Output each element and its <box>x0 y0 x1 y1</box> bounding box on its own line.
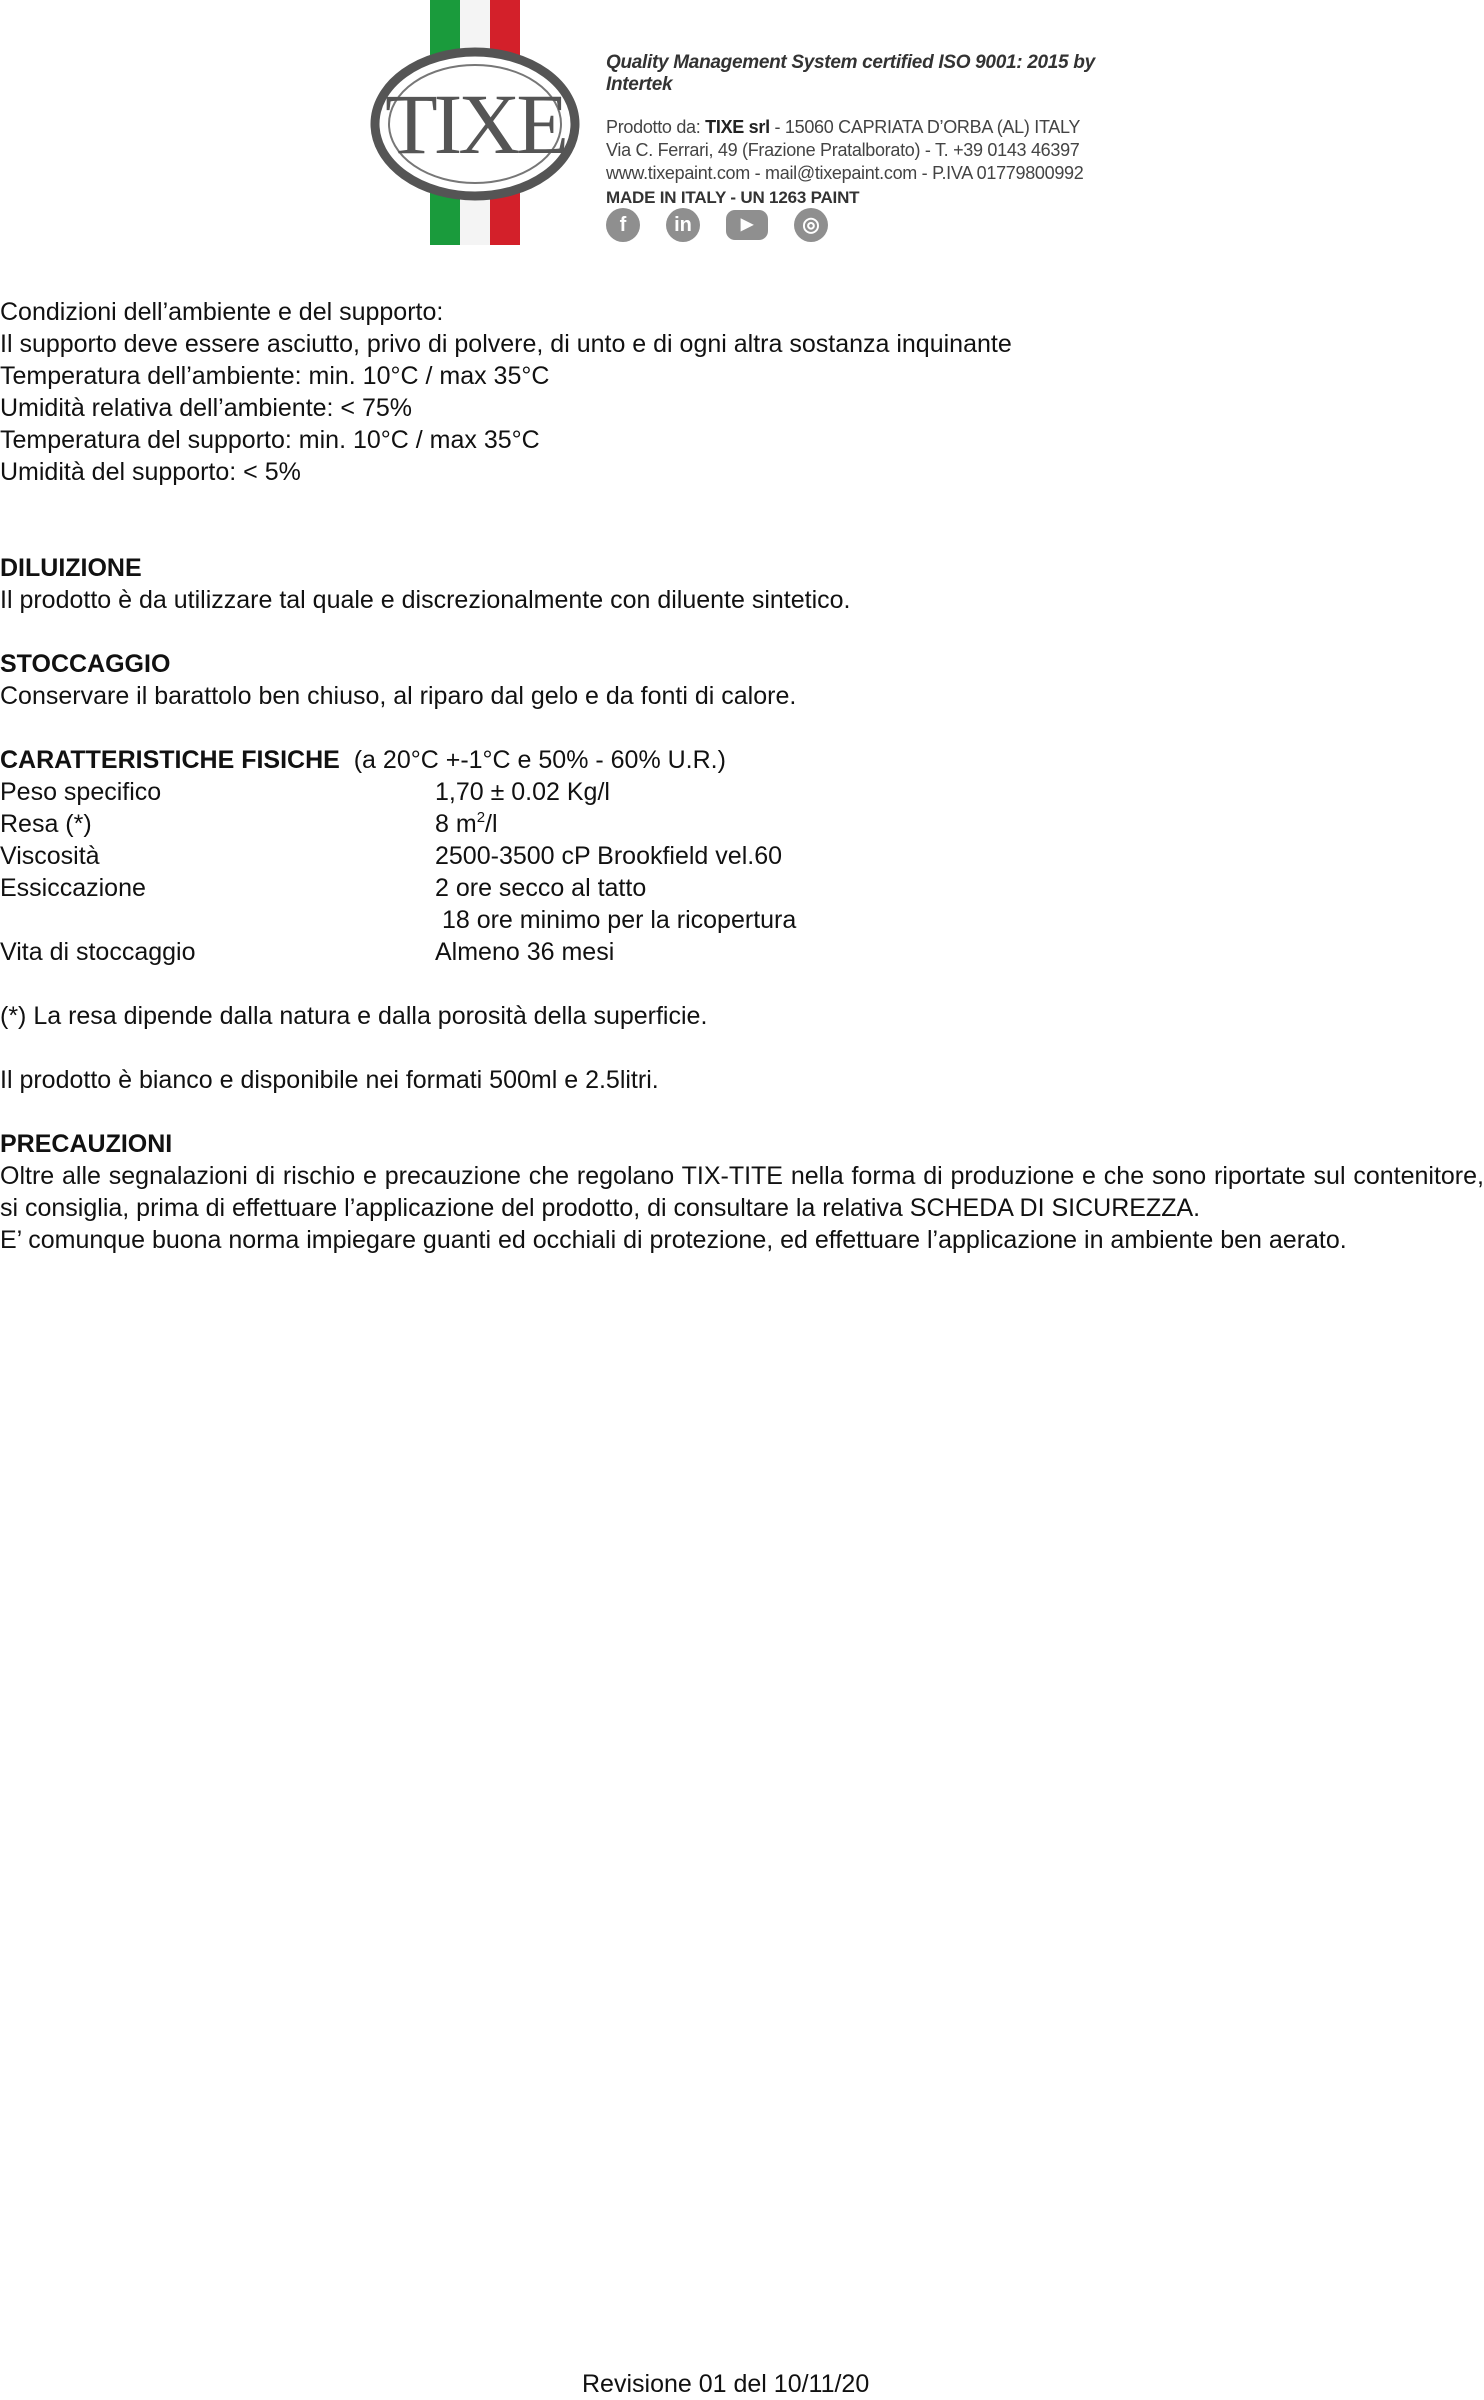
property-value: 2500-3500 cP Brookfield vel.60 <box>435 842 782 870</box>
section-title-precauzioni: PRECAUZIONI <box>0 1130 173 1158</box>
property-label: Vita di stoccaggio <box>0 938 196 966</box>
property-value: 18 ore minimo per la ricopertura <box>435 906 797 934</box>
document-body <box>0 296 1484 1256</box>
environment-line: Umidità relativa dell’ambiente: < 75% <box>0 394 413 422</box>
environment-line: Il supporto deve essere asciutto, privo di polvere, di unto e di ogni altra sostanza inquinante <box>0 330 1012 358</box>
property-row <box>0 872 1484 904</box>
property-row <box>0 904 1484 936</box>
letterhead <box>360 0 1120 260</box>
company-info <box>606 52 1126 211</box>
diluizione-text: Il prodotto è da utilizzare tal quale e discrezionalmente con diluente sintetico. <box>0 586 851 614</box>
stoccaggio-text: Conservare il barattolo ben chiuso, al riparo dal gelo e da fonti di calore. <box>0 682 797 710</box>
company-name: TIXE srl <box>705 117 770 137</box>
caratteristiche-heading <box>0 744 1484 776</box>
section-title-stoccaggio: STOCCAGGIO <box>0 650 171 678</box>
property-label: Essiccazione <box>0 874 146 902</box>
section-title-diluizione: DILUIZIONE <box>0 554 142 582</box>
property-row <box>0 808 1484 840</box>
web-line: www.tixepaint.com - mail@tixepaint.com - P.IVA 01779800992 <box>606 163 1084 183</box>
logo-text: TIXE <box>385 76 565 172</box>
address-line: Via C. Ferrari, 49 (Frazione Pratalborato) - T. +39 0143 46397 <box>606 140 1080 160</box>
property-value: 1,70 ± 0.02 Kg/l <box>435 778 610 806</box>
environment-line: Umidità del supporto: < 5% <box>0 458 301 486</box>
property-row <box>0 776 1484 808</box>
precauzioni-paragraph: E’ comunque buona norma impiegare guanti ed occhiali di protezione, ed effettuare l’applicazione in ambiente ben aerato. <box>0 1226 1347 1254</box>
tixe-logo <box>360 0 590 250</box>
property-row <box>0 840 1484 872</box>
precauzioni-paragraph: Oltre alle segnalazioni di rischio e precauzione che regolano TIX-TITE nella forma di produzione e che sono riportate sul contenitore, si consiglia, prima di effettuare l’applicazione del prodotto, di consultare la relativa SCHEDA DI SICUREZZA. <box>0 1162 1484 1222</box>
property-label: Viscosità <box>0 842 100 870</box>
property-value: Almeno 36 mesi <box>435 938 615 966</box>
property-value: 2 ore secco al tatto <box>435 874 647 902</box>
producer-line: Prodotto da: TIXE srl - 15060 CAPRIATA D’ORBA (AL) ITALY <box>606 117 1081 137</box>
property-label <box>0 904 435 936</box>
quality-line: Quality Management System certified ISO 9001: 2015 by Intertek <box>606 52 1095 95</box>
section-title-caratteristiche: CARATTERISTICHE FISICHE <box>0 746 340 774</box>
property-value: 8 $m^2/l$ <box>435 809 498 838</box>
environment-line: Temperatura dell’ambiente: min. 10°C / max 35°C <box>0 362 550 390</box>
made-in-italy-line: MADE IN ITALY - UN 1263 PAINT <box>606 188 860 207</box>
environment-line: Condizioni dell’ambiente e del supporto: <box>0 298 444 326</box>
property-row <box>0 936 1484 968</box>
caratteristiche-conditions: (a 20°C +-1°C e 50% - 60% U.R.) <box>353 746 726 774</box>
youtube-icon[interactable]: ▶ <box>726 210 768 240</box>
linkedin-icon[interactable]: in <box>666 208 700 242</box>
facebook-icon[interactable]: f <box>606 208 640 242</box>
instagram-icon[interactable]: ◎ <box>794 208 828 242</box>
environment-line: Temperatura del supporto: min. 10°C / max 35°C <box>0 426 540 454</box>
note-formati: Il prodotto è bianco e disponibile nei formati 500ml e 2.5litri. <box>0 1066 659 1094</box>
revision-footer: Revisione 01 del 10/11/20 <box>582 2370 870 2398</box>
property-label: Resa (*) <box>0 810 92 838</box>
property-label: Peso specifico <box>0 778 162 806</box>
social-icons <box>606 208 828 242</box>
note-resa: (*) La resa dipende dalla natura e dalla porosità della superficie. <box>0 1002 708 1030</box>
